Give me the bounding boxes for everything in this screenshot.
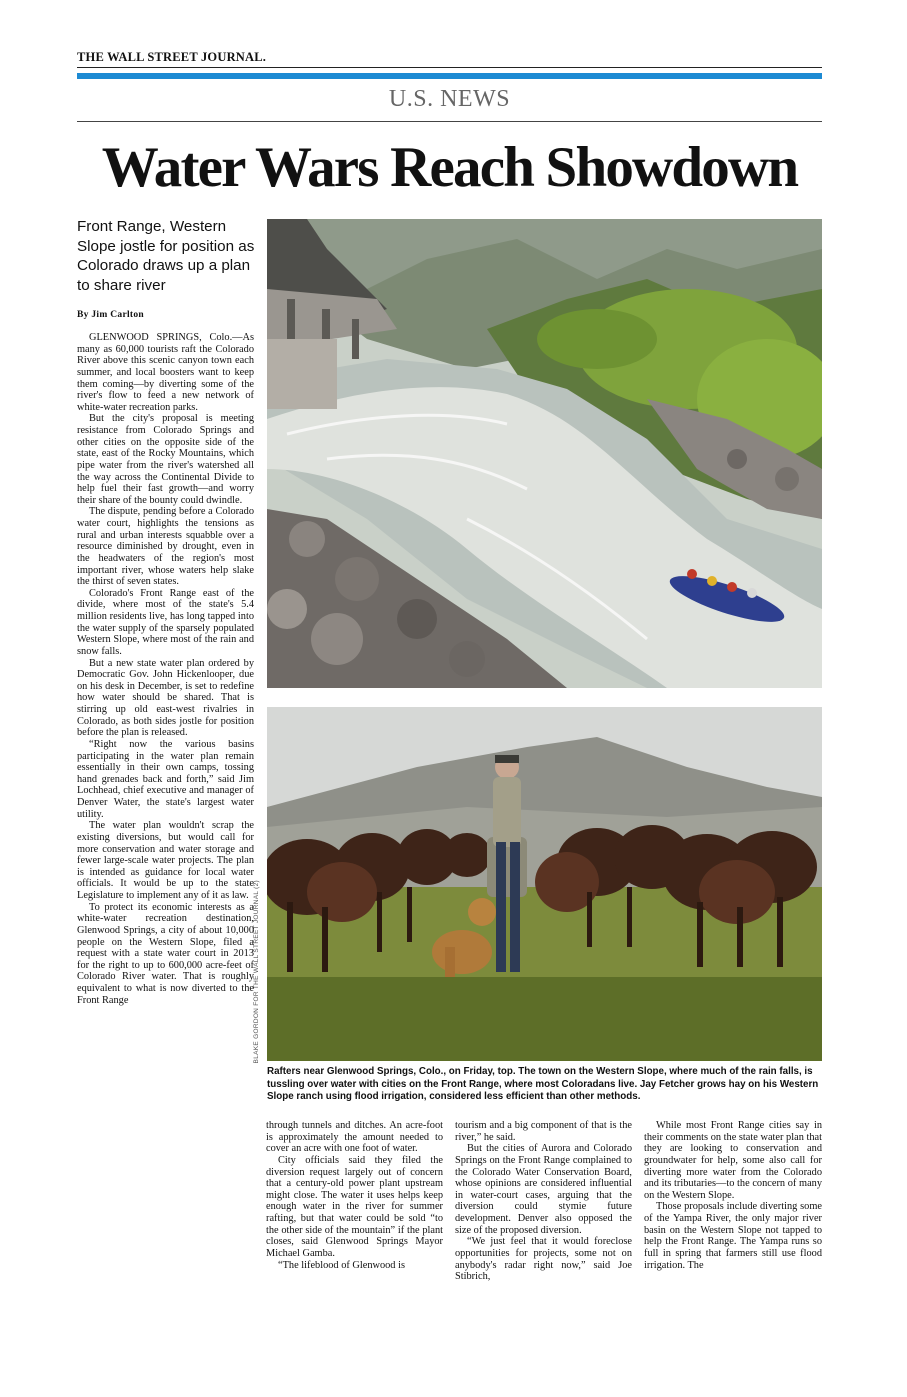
paragraph: “The lifeblood of Glenwood is [278, 1259, 405, 1271]
paragraph: To protect its economic interests as a white-water recreation destination, Glenwood Springs, a city of about 10,000 people on the Western Slope, filed a request with a state water court in 2013 for the right to up to 600,000 acre-feet of Colorado River water. That is roughly equivalent to what is now diverted to the Front Range [77, 901, 254, 1006]
article-column-2 [266, 1120, 443, 1345]
paragraph: tourism and a big component of that is the river,” he said. [455, 1120, 632, 1143]
paragraph: While most Front Range cities say in their comments on the state water plan that they are looking to conservation and groundwater for help, some also call for diverting more water from the Colorado and its tributaries—to the concern of many on the Western Slope. [644, 1120, 822, 1201]
paragraph: “Right now the various basins participating in the water plan remain essentially in their own camps, tossing hand grenades back and forth,” said Jim Lochhead, chief executive and manager of Denver Water, the state's largest water utility. [77, 738, 254, 820]
deck: Front Range, Western Slope jostle for position as Colorado draws up a plan to share river [77, 218, 255, 294]
paragraph: City officials said they filed the diversion request largely out of concern that a century-old power plant upstream might close. The water it uses helps keep enough water in the river for summer rafting, but that water could be sold “to the other side of the mountain” if the plant closes, said Glenwood Springs Mayor Michael Gamba. [266, 1154, 443, 1259]
byline: By Jim Carlton [77, 310, 145, 320]
paragraph: GLENWOOD SPRINGS, Colo.—As many as 60,000 tourists raft the Colorado River above this scenic canyon town each summer, and local boosters want to keep them coming—by diverting some of the river's flow to feed a new network of white-water recreation parks. [77, 332, 254, 413]
photo-caption: Rafters near Glenwood Springs, Colo., on Friday, top. The town on the Western Slope, where much of the rain falls, is tussling over water with cities on the Front Range, where most Coloradans live. Jay Fetcher grows hay on his Western Slope ranch using flood irrigation, considered less efficient than other methods. [267, 1066, 819, 1103]
article-column-1 [77, 332, 254, 1342]
paragraph: through tunnels and ditches. An acre-foot is approximately the amount needed to cover an acre with one foot of water. [266, 1120, 443, 1155]
photo-rancher-cattle [267, 707, 822, 1061]
top-rule [77, 67, 822, 68]
article-column-3 [455, 1120, 632, 1345]
paragraph: Colorado's Front Range east of the divide, where most of the state's 5.4 million residents live, has long tapped into the water supply of the sparsely populated Western Slope, where most of the rain and snow falls. [77, 587, 254, 657]
photo-credit: BLAKE GORDON FOR THE WALL STREET JOURNAL (2) [253, 880, 260, 1064]
masthead: THE WALL STREET JOURNAL. [77, 50, 267, 64]
accent-rule [77, 73, 822, 79]
paragraph: The water plan wouldn't scrap the existing diversions, but would call for more conservation and water storage and fewer large-scale water projects. The plan is intended as guidance for local water officials. It would be up to the state Legislature to implement any of it as law. [77, 820, 254, 901]
paragraph: But the cities of Aurora and Colorado Springs on the Front Range complained to the Colorado Water Conservation Board, whose opinions are considered influential in water-court cases, arguing that the diversion could stymie future development. Denver also opposed the size of the proposed diversion. [455, 1143, 632, 1236]
paragraph: But the city's proposal is meeting resistance from Colorado Springs and other cities on the opposite side of the state, east of the Rocky Mountains, which pipe water from the river's watershed all the way across the Continental Divide to help fuel their fast growth—and worry their share of the bounty could dwindle. [77, 413, 254, 506]
headline: Water Wars Reach Showdown [101, 136, 798, 199]
paragraph: The dispute, pending before a Colorado water court, highlights the tensions as rural and urban interests squabble over a resource diminished by drought, even in the headwaters of the region's most important river, whose waters help slake the thirst of seven states. [77, 506, 254, 588]
article-column-4 [644, 1120, 822, 1345]
section-title: U.S. NEWS [388, 86, 511, 112]
section-rule [77, 121, 822, 122]
paragraph: But a new state water plan ordered by Democratic Gov. John Hickenlooper, due on his desk in December, is set to redefine how water should be shared. That is stirring up old east-west rivalries in Colorado, as both sides jostle for position before the plan is released. [77, 657, 254, 739]
paragraph: “We just feel that it would foreclose opportunities for projects, some not on anybody's radar right now,” said Joe Stibrich, [455, 1236, 632, 1283]
photo-rafters [267, 219, 822, 688]
paragraph: Those proposals include diverting some of the Yampa River, the only major river basin on the Western Slope not tapped to help the Front Range. The Yampa runs so full in spring that farmers still use flood irrigation. The [644, 1201, 822, 1271]
